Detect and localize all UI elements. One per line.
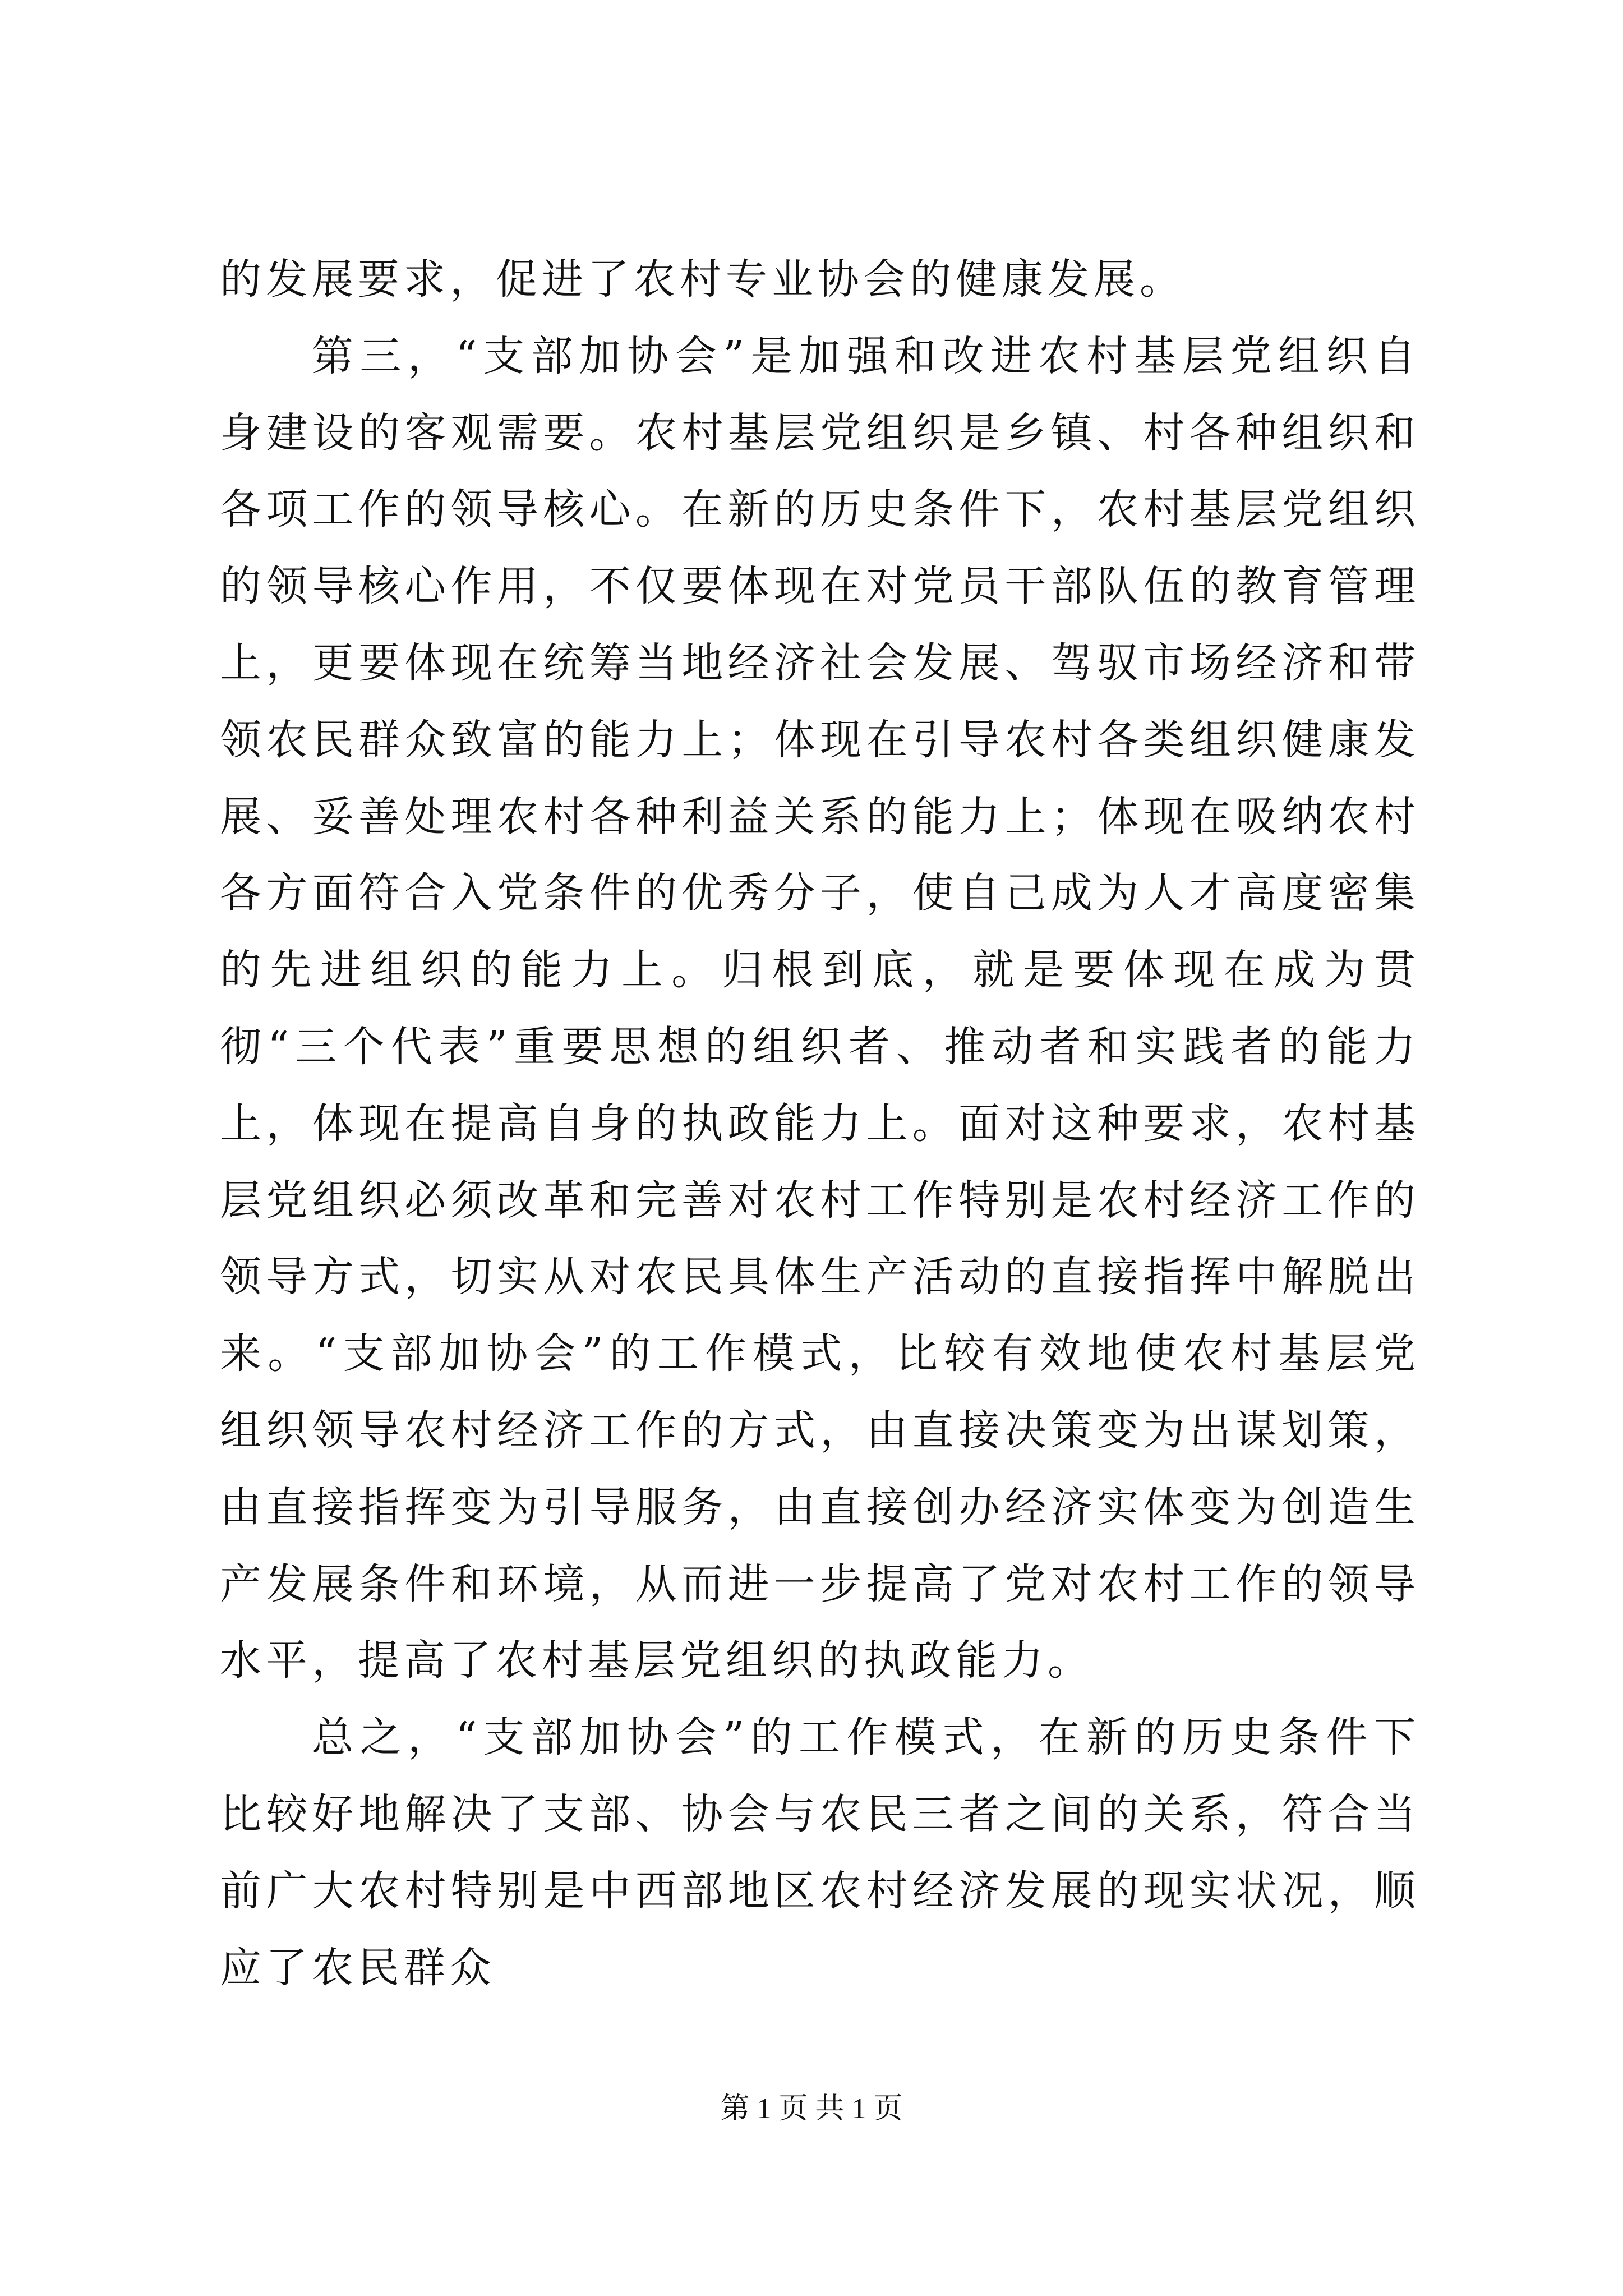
paragraph-third-point: 第三，“支部加协会”是加强和改进农村基层党组织自身建设的客观需要。农村基层党组织是乡镇、村各种组织和各项工作的领导核心。在新的历史条件下，农村基层党组织的领导核心作用，不仅要体现在对党员干部队伍的教育管理上，更要体现在统筹当地经济社会发展、驾驭市场经济和带领农民群众致富的能力上；体现在引导农村各类组织健康发展、妥善处理农村各种利益关系的能力上；体现在吸纳农村各方面符合入党条件的优秀分子，使自己成为人才高度密集的先进组织的能力上。归根到底，就是要体现在成为贯彻“三个代表”重要思想的组织者、推动者和实践者的能力上，体现在提高自身的执政能力上。面对这种要求，农村基层党组织必须改革和完善对农村工作特别是农村经济工作的领导方式，切实从对农民具体生产活动的直接指挥中解脱出来。“支部加协会”的工作模式，比较有效地使农村基层党组织领导农村经济工作的方式，由直接决策变为出谋划策，由直接指挥变为引导服务，由直接创办经济实体变为创造生产发展条件和环境，从而进一步提高了党对农村工作的领导水平，提高了农村基层党组织的执政能力。	[220, 332, 1420, 1685]
paragraph-continued: 的发展要求，促进了农村专业协会的健康发展。	[220, 255, 1186, 303]
paragraph-conclusion: 总之，“支部加协会”的工作模式，在新的历史条件下比较好地解决了支部、协会与农民三者之间的关系，符合当前广大农村特别是中西部地区农村经济发展的现实状况，顺应了农民群众	[220, 1713, 1420, 1992]
page-footer: 第 1 页 共 1 页	[720, 2093, 903, 2125]
document-body	[220, 241, 1420, 2006]
